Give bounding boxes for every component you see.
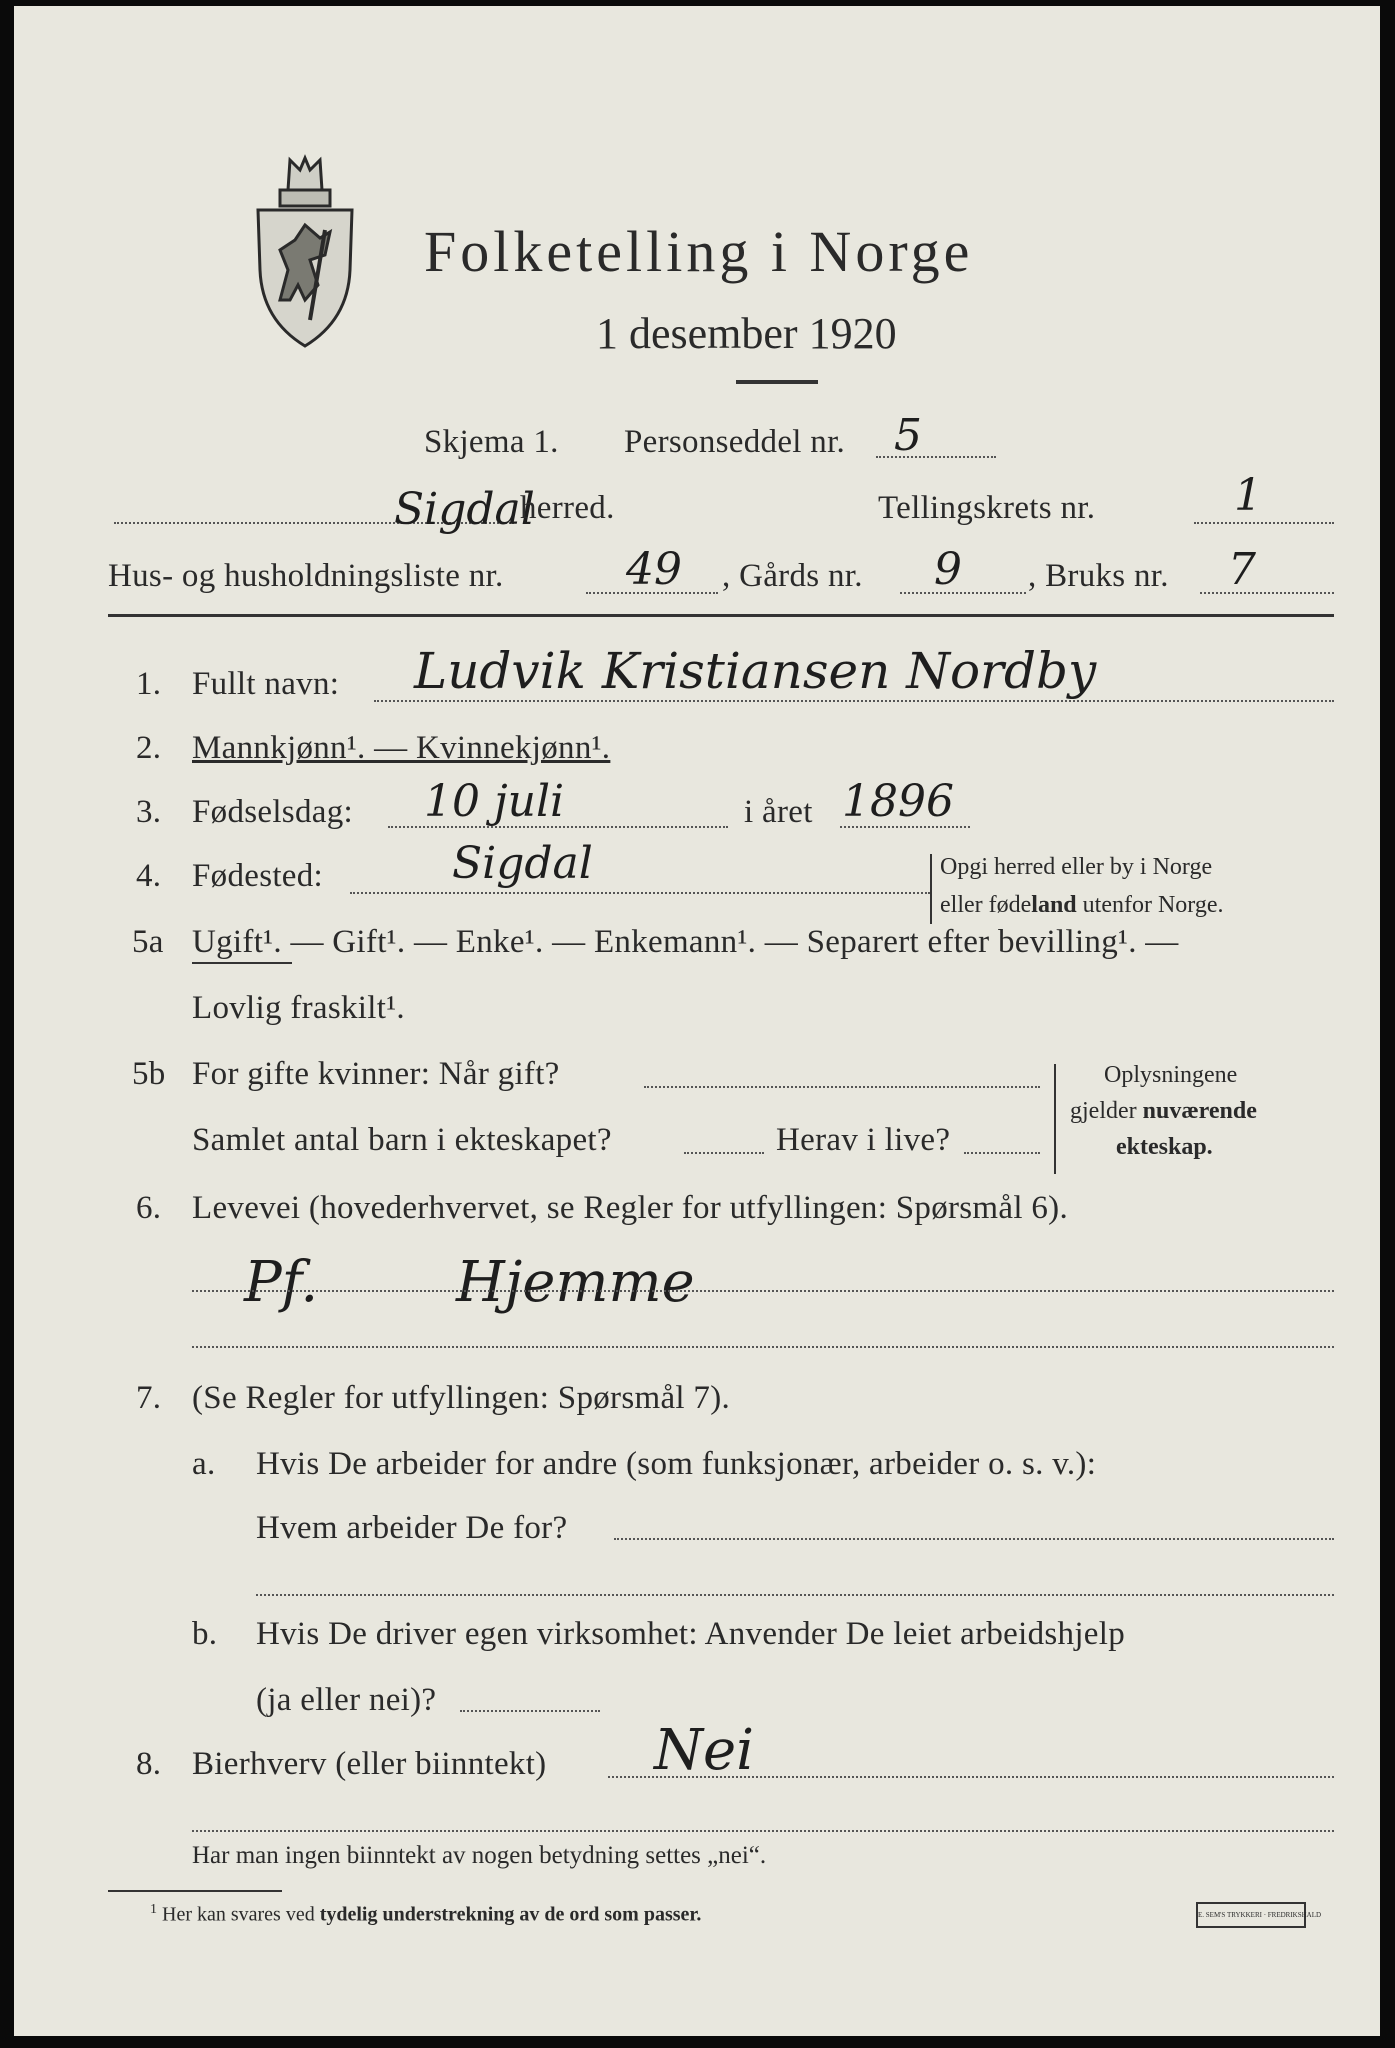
census-form	[14, 6, 1380, 2036]
q5b-note3: ekteskap.	[1116, 1134, 1213, 1160]
q3-label: Fødselsdag:	[192, 794, 353, 830]
q8-number: 8.	[136, 1746, 162, 1782]
q6-occupation-value: Pf. Hjemme	[244, 1250, 695, 1315]
q5a-line2: Lovlig fraskilt¹.	[192, 990, 405, 1026]
q7-label: (Se Regler for utfyllingen: Spørsmål 7).	[192, 1380, 731, 1416]
title-divider	[736, 380, 818, 384]
header-rule	[108, 614, 1334, 617]
q3-year-value: 1896	[842, 776, 954, 827]
q4-label: Fødested:	[192, 858, 324, 894]
q2-sex-options: Mannkjønn¹. — Kvinnekjønn¹.	[192, 730, 611, 766]
personseddel-label: Personseddel nr.	[624, 424, 846, 460]
footnote: $^1$ Her kan svares ved tydelig understrekning av de ord som passer.	[150, 1902, 702, 1926]
footnote-rule	[108, 1890, 282, 1892]
q1-label: Fullt navn:	[192, 666, 340, 702]
q7b-line2: (ja eller nei)?	[256, 1682, 437, 1718]
herred-value: Sigdal	[394, 484, 535, 535]
q5a-number: 5a	[132, 924, 164, 960]
hus-label: Hus- og husholdningsliste nr.	[108, 558, 504, 594]
tellingskrets-label: Tellingskrets nr.	[878, 490, 1096, 526]
q2-number: 2.	[136, 730, 162, 766]
personseddel-value: 5	[894, 410, 922, 461]
q7a-line1: Hvis De arbeider for andre (som funksjonær, arbeider o. s. v.):	[256, 1446, 1097, 1482]
q6-label: Levevei (hovederhvervet, se Regler for utfyllingen: Spørsmål 6).	[192, 1190, 1069, 1226]
q5b-note1: Oplysningene	[1104, 1062, 1238, 1088]
q6-number: 6.	[136, 1190, 162, 1226]
bruks-value: 7	[1228, 544, 1256, 595]
biinntekt-note: Har man ingen biinntekt av nogen betydning settes „nei“.	[192, 1842, 767, 1869]
q5b-note2: gjelder nuværende	[1070, 1098, 1257, 1124]
norwegian-coat-of-arms-icon	[250, 150, 360, 350]
hus-value: 49	[626, 544, 682, 595]
q8-label: Bierhverv (eller biinntekt)	[192, 1746, 547, 1782]
q3-number: 3.	[136, 794, 162, 830]
q5b-line2b: Herav i live?	[776, 1122, 951, 1158]
q4-note-line1: Opgi herred eller by i Norge	[940, 854, 1213, 880]
q5a-marital-options: Ugift¹. — Gift¹. — Enke¹. — Enkemann¹. — Separert efter bevilling¹. —	[192, 924, 1179, 960]
q7b-number: b.	[192, 1616, 218, 1652]
q7-number: 7.	[136, 1380, 162, 1416]
q5b-line1: For gifte kvinner: Når gift?	[192, 1056, 560, 1092]
q8-secondary-income-value: Nei	[654, 1718, 755, 1783]
q5b-line2: Samlet antal barn i ekteskapet?	[192, 1122, 612, 1158]
herred-label: herred.	[520, 490, 615, 526]
q4-number: 4.	[136, 858, 162, 894]
q3-birthday-value: 10 juli	[424, 776, 565, 827]
q7a-number: a.	[192, 1446, 216, 1482]
gards-label: , Gårds nr.	[722, 558, 863, 594]
q1-full-name-value: Ludvik Kristiansen Nordby	[414, 642, 1097, 700]
form-title: Folketelling i Norge	[424, 219, 974, 284]
ugift-underline	[192, 962, 292, 964]
q7a-line2: Hvem arbeider De for?	[256, 1510, 568, 1546]
tellingskrets-value: 1	[1234, 470, 1262, 521]
q4-birthplace-value: Sigdal	[452, 838, 593, 889]
gards-value: 9	[934, 544, 962, 595]
q1-number: 1.	[136, 666, 162, 702]
printer-stamp: E. SEM'S TRYKKERI · FREDRIKSHALD	[1196, 1902, 1306, 1928]
q5b-number: 5b	[132, 1056, 166, 1092]
q7b-line1: Hvis De driver egen virksomhet: Anvender De leiet arbeidshjelp	[256, 1616, 1126, 1652]
form-date: 1 desember 1920	[596, 309, 897, 358]
q4-note-line2: eller fødeland utenfor Norge.	[940, 892, 1224, 918]
skjema-label: Skjema 1.	[424, 424, 559, 460]
bruks-label: , Bruks nr.	[1028, 558, 1169, 594]
q3-year-label: i året	[744, 794, 813, 830]
